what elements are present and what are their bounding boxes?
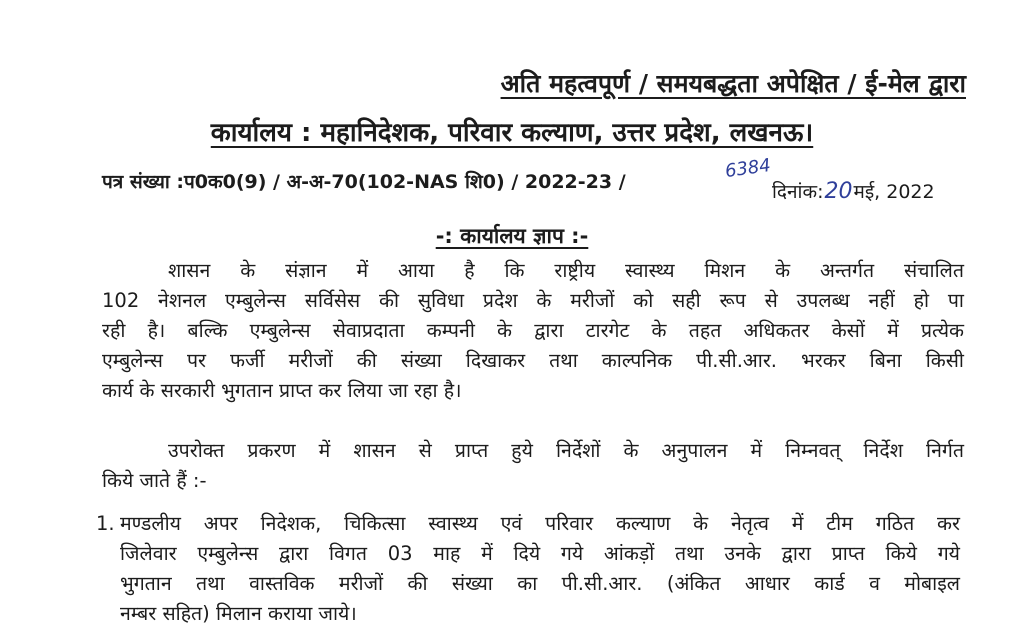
item-line: मण्डलीय अपर निदेशक, चिकित्सा स्वास्थ्य एवं परिवार कल्याण के नेतृत्व में टीम गठित कर — [120, 512, 960, 535]
date-prefix: दिनांक: — [772, 181, 824, 203]
letter-date — [772, 178, 935, 204]
paragraph-1 — [102, 256, 964, 406]
paragraph-line: एम्बुलेन्स पर फर्जी मरीजों की संख्या दिखाकर तथा काल्पनिक पी.सी.आर. भरकर बिना किसी — [102, 349, 964, 372]
memo-title: -: कार्यालय ज्ञाप :- — [435, 224, 589, 248]
item-body — [120, 509, 960, 629]
item-number: 1. — [96, 512, 115, 535]
date-rest: मई, 2022 — [853, 181, 935, 203]
paragraph-line: 102 नेशनल एम्बुलेन्स सर्विसेस की सुविधा प्रदेश के मरीजों को सही रूप से उपलब्ध नहीं हो पा — [102, 289, 964, 312]
item-line: नम्बर सहित) मिलान कराया जाये। — [120, 602, 357, 625]
paragraph-line: किये जाते हैं :- — [102, 469, 207, 492]
item-line: भुगतान तथा वास्तविक मरीजों की संख्या का पी.सी.आर. (अंकित आधार कार्ड व मोबाइल — [120, 572, 960, 595]
paragraph-line: उपरोक्त प्रकरण में शासन से प्राप्त हुये निर्देशों के अनुपालन में निम्नवत् निर्देश निर्गत — [168, 439, 964, 462]
paragraph-line: कार्य के सरकारी भुगतान प्राप्त कर लिया जा रहा है। — [102, 379, 462, 402]
office-heading: कार्यालय : महानिदेशक, परिवार कल्याण, उत्तर प्रदेश, लखनऊ। — [210, 118, 814, 148]
paragraph-2 — [102, 436, 964, 496]
letter-number: पत्र संख्या :प0क0(9) / अ-अ-70(102-NAS शि0) / 2022-23 / — [102, 171, 626, 193]
handwritten-date-day: 20 — [824, 179, 853, 204]
paragraph-line: शासन के संज्ञान में आया है कि राष्ट्रीय स्वास्थ्य मिशन के अन्तर्गत संचालित — [168, 259, 964, 282]
item-line: जिलेवार एम्बुलेन्स द्वारा विगत 03 माह में दिये गये आंकड़ों तथा उनके द्वारा प्राप्त किये गये — [120, 542, 960, 565]
paragraph-line: रही है। बल्कि एम्बुलेन्स सेवाप्रदाता कम्पनी के द्वारा टारगेट के तहत अधिकतर केसों में प्रत्येक — [102, 319, 964, 342]
handwritten-dispatch-number: 6384 — [723, 154, 773, 183]
priority-heading: अति महत्वपूर्ण / समयबद्धता अपेक्षित / ई-मेल द्वारा — [500, 69, 966, 98]
